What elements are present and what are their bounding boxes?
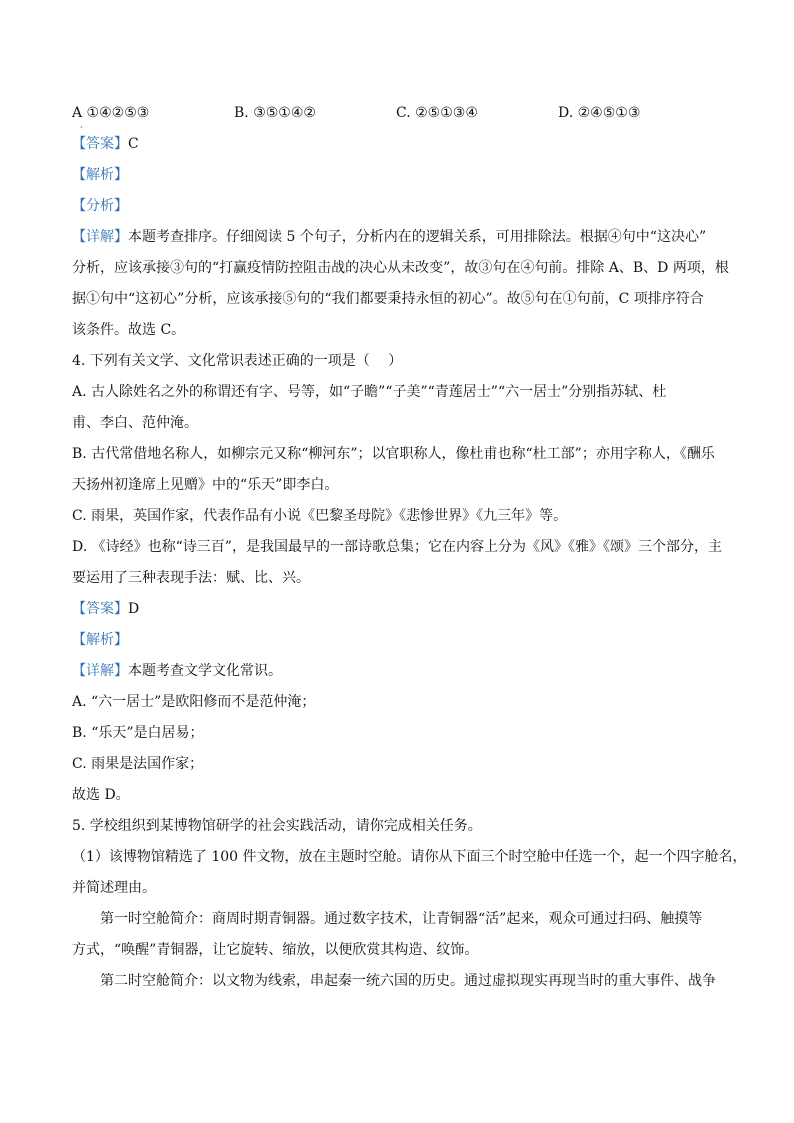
q3-answer	[72, 129, 722, 160]
q4-option-line-7: 要运用了三种表现手法：赋、比、兴。	[72, 570, 310, 586]
detail-label: 【详解】	[72, 229, 128, 245]
analysis-label: 【解析】	[72, 167, 128, 183]
q3-detail-line-1	[72, 222, 722, 253]
q4-option-line-2: 甫、李白、范仲淹。	[72, 415, 198, 431]
q4-option-line-5: C. 雨果，英国作家，代表作品有小说《巴黎圣母院》《悲惨世界》《九三年》等。	[72, 508, 568, 524]
q4-answer	[72, 594, 722, 625]
q4-detail-line-a: A. “六一居士”是欧阳修而不是范仲淹；	[72, 694, 316, 710]
q4-detail-line-b: B. “乐天”是白居易；	[72, 725, 204, 741]
q4-stem: 4. 下列有关文学、文化常识表述正确的一项是（ ）	[72, 353, 403, 369]
document-content	[72, 98, 747, 997]
q3-option-d: D. ②④⑤①③	[558, 105, 641, 121]
q3-fenxi	[72, 191, 722, 222]
answer-value: D	[128, 601, 140, 617]
answer-label: 【答案】	[72, 601, 128, 617]
q3-option-b: B. ③⑤①④②	[234, 105, 316, 121]
q3-analysis	[72, 160, 722, 191]
q4-option-line-6: D. 《诗经》也称“诗三百”，是我国最早的一部诗歌总集；它在内容上分为《风》《雅》《颂》三个部分，主	[72, 539, 722, 555]
q3-detail-line-2: 分析，应该承接③句的“打赢疫情防控阻击战的决心从未改变”，故③句在④句前。排除 A、B、D 两项，根	[72, 260, 729, 276]
q3-option-a: A ①④②⑤③	[72, 105, 150, 121]
analysis-label: 【解析】	[72, 632, 128, 648]
q4-option-line-3: B. 古代常借地名称人，如柳宗元又称“柳河东”；以官职称人，像杜甫也称“杜工部”；亦用字称人，《酬乐	[72, 446, 715, 462]
answer-label: 【答案】	[72, 136, 128, 152]
q4-analysis	[72, 625, 722, 656]
q5-sub1-line-1: （1）该博物馆精选了 100 件文物，放在主题时空舱。请你从下面三个时空舱中任选一个，起一个四字舱名，	[72, 849, 747, 865]
q4-option-line-1: A. 古人除姓名之外的称谓还有字、号等，如“子瞻”“子美”“青莲居士”“六一居士”分别指苏轼、杜	[72, 384, 667, 400]
fenxi-label: 【分析】	[72, 198, 128, 214]
detail-text: 本题考查文学文化常识。	[128, 663, 282, 679]
q3-option-c: C. ②⑤①③④	[396, 105, 478, 121]
q3-detail-line-4: 该条件。故选 C。	[72, 322, 186, 338]
q4-detail	[72, 656, 722, 687]
q4-detail-line-conclusion: 故选 D。	[72, 787, 130, 803]
q5-capsule-line-3: 第二时空舱简介：以文物为线索，串起秦一统六国的历史。通过虚拟现实再现当时的重大事件、战争	[100, 973, 716, 989]
answer-value: C	[128, 136, 139, 152]
q4-detail-line-c: C. 雨果是法国作家；	[72, 756, 204, 772]
q5-capsule-line-2: 方式，“唤醒”青铜器，让它旋转、缩放，以便欣赏其构造、纹饰。	[72, 942, 479, 958]
q3-options	[72, 98, 722, 129]
stray-dot-mark: ·	[80, 123, 83, 132]
q4-option-line-4: 天扬州初逢席上见赠》中的“乐天”即李白。	[72, 477, 339, 493]
q5-sub1-line-2: 并简述理由。	[72, 880, 156, 896]
q3-detail-line-3: 据①句中“这初心”分析，应该承接⑤句的“我们都要秉持永恒的初心”。故⑤句在①句前，C 项排序符合	[72, 291, 704, 307]
q5-stem: 5. 学校组织到某博物馆研学的社会实践活动，请你完成相关任务。	[72, 818, 482, 834]
q5-capsule-line-1: 第一时空舱简介：商周时期青铜器。通过数字技术，让青铜器“活”起来，观众可通过扫码、触摸等	[100, 911, 703, 927]
detail-text: 本题考查排序。仔细阅读 5 个句子，分析内在的逻辑关系，可用排除法。根据④句中“这决心”	[128, 229, 707, 245]
detail-label: 【详解】	[72, 663, 128, 679]
